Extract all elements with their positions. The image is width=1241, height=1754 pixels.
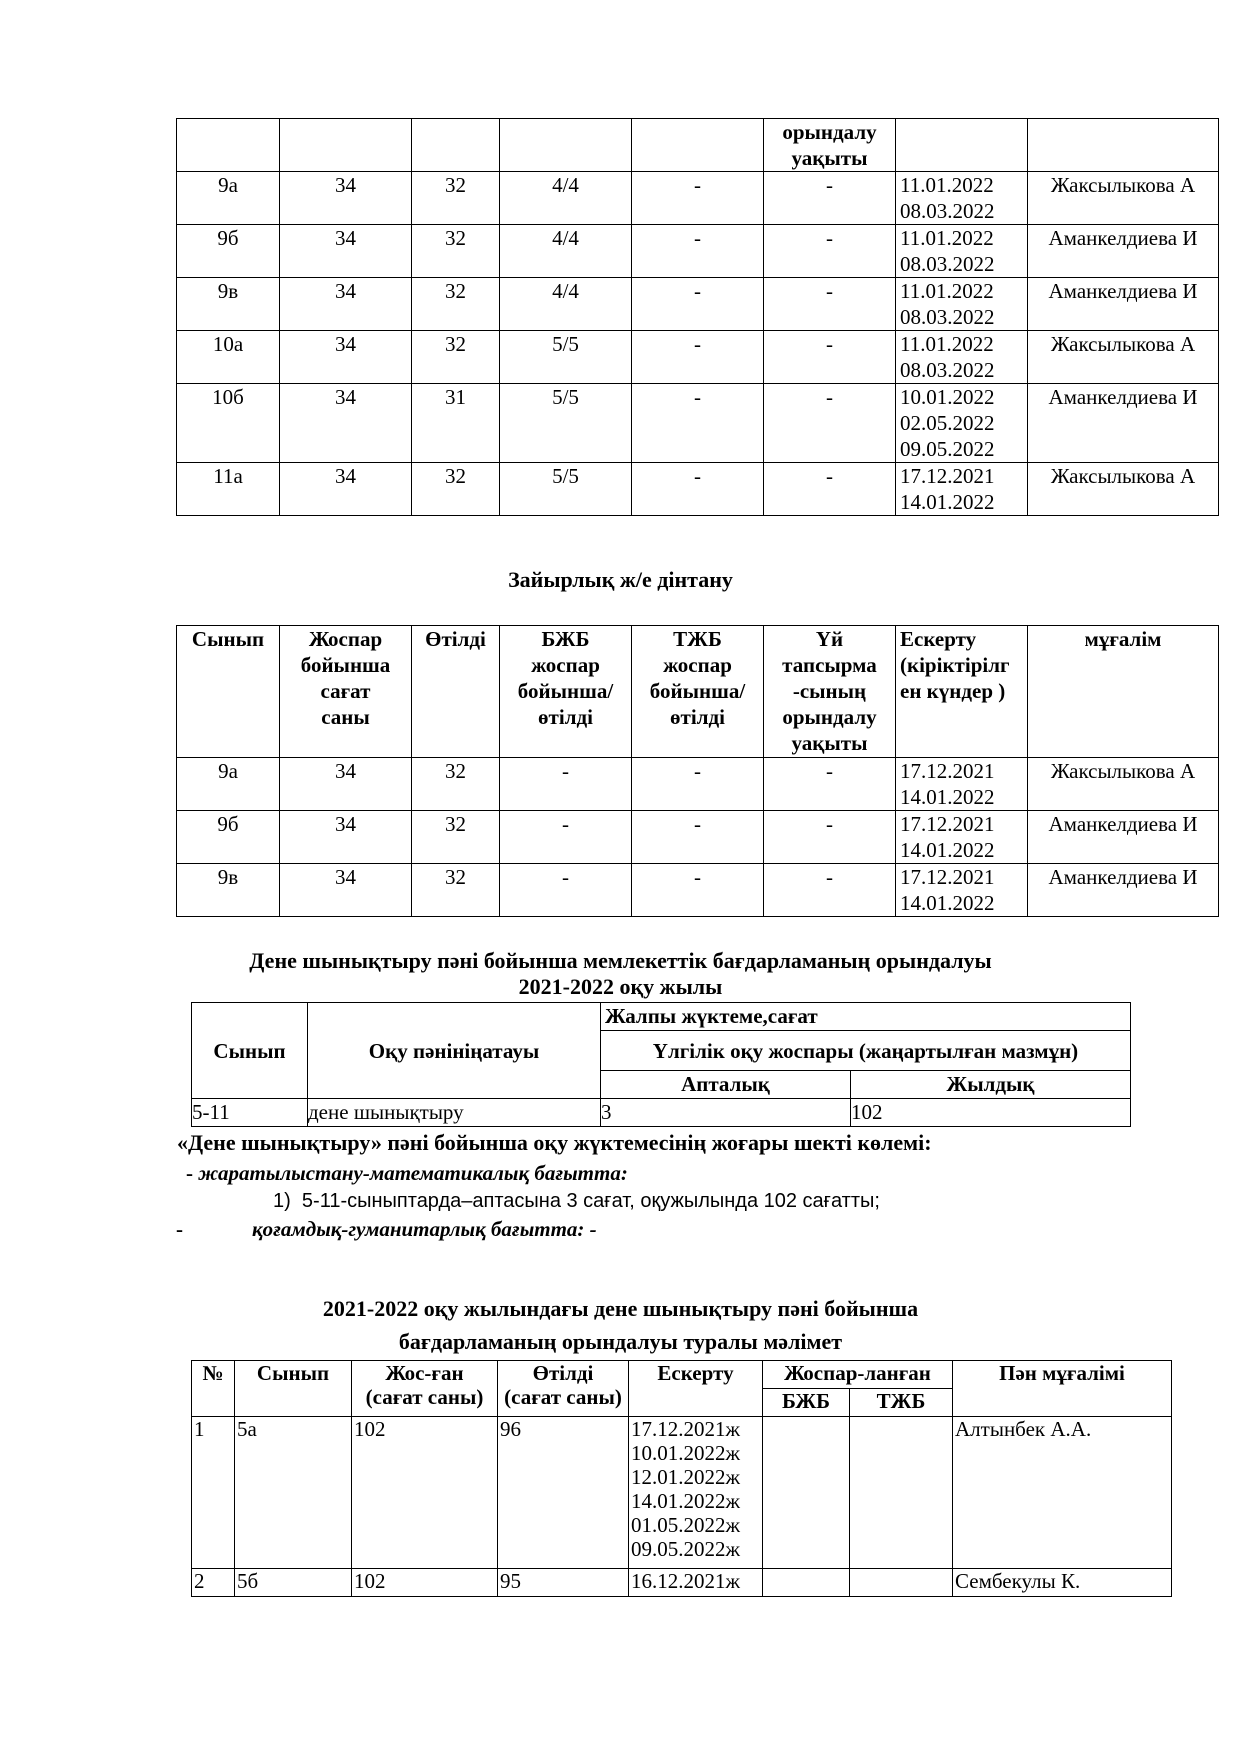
table-cell: [850, 1417, 953, 1569]
table-cell: -: [500, 864, 632, 917]
direction-2-dash: -: [176, 1217, 183, 1241]
direction-2: [176, 1216, 597, 1242]
table-row: [177, 278, 1219, 331]
table-cell: -: [632, 172, 764, 225]
direction-1-text: жаратылыстану-математикалық бағытта:: [198, 1161, 628, 1185]
table-cell: 9в: [177, 278, 280, 331]
table-row: [177, 225, 1219, 278]
header-cell: Өтілді: [412, 626, 500, 758]
col-planned-group-header: Жоспар-ланған: [763, 1361, 953, 1389]
table-cell: -: [632, 278, 764, 331]
table-cell: 10б: [177, 384, 280, 463]
header-cell: орындалу уақыты: [764, 119, 896, 172]
table-cell: 4/4: [500, 225, 632, 278]
table-cell: -: [764, 811, 896, 864]
table-cell: Аманкелдиева И: [1028, 278, 1219, 331]
section-subtitle: 2021-2022 оқу жылы: [518, 974, 723, 999]
header-note-title: Ескерту (кірiктiрiлг ен күндер ): [900, 627, 1010, 703]
table-cell: 2: [192, 1569, 235, 1597]
table-cell: 4/4: [500, 172, 632, 225]
table-cell: 16.12.2021ж: [629, 1569, 763, 1597]
table-cell: 9а: [177, 758, 280, 811]
table-cell: Жаксылыкова А: [1028, 463, 1219, 516]
table-cell: 5/5: [500, 463, 632, 516]
table-cell: 34: [280, 172, 412, 225]
table-cell: 32: [412, 758, 500, 811]
header-cell: [412, 119, 500, 172]
table-cell: 5/5: [500, 331, 632, 384]
table-row: [192, 1569, 1172, 1597]
list-item: [273, 1188, 880, 1214]
table-cell: 4/4: [500, 278, 632, 331]
pe-program-table: [191, 1360, 1172, 1597]
header-cell: Үй тапсырма -сының орындалу уақыты: [764, 626, 896, 758]
table-cell: -: [764, 384, 896, 463]
table-cell: 32: [412, 463, 500, 516]
table-cell: 102: [352, 1569, 498, 1597]
col-tjb-header: ТЖБ: [850, 1389, 953, 1417]
table-cell: Аманкелдиева И: [1028, 864, 1219, 917]
col-num-header: №: [192, 1361, 235, 1417]
list-item-number: 1): [273, 1190, 291, 1212]
table-row: [192, 1417, 1172, 1569]
table-cell: 34: [280, 384, 412, 463]
table-row: [177, 864, 1219, 917]
table-cell: Аманкелдиева И: [1028, 225, 1219, 278]
col-class-header: Сынып: [192, 1003, 308, 1099]
table-cell: 9б: [177, 811, 280, 864]
table-cell: -: [632, 811, 764, 864]
section-title: 2021-2022 оқу жылындағы дене шынықтыру пәні бойынша: [322, 1296, 919, 1321]
table-cell: -: [764, 463, 896, 516]
table-row: [177, 463, 1219, 516]
header-cell: [632, 119, 764, 172]
table-cell: 34: [280, 463, 412, 516]
table-cell: -: [764, 864, 896, 917]
model-plan-header: Үлгілік оқу жоспары (жаңартылған мазмұн): [601, 1031, 1131, 1071]
table-cell: 96: [498, 1417, 629, 1569]
table-cell: -: [764, 278, 896, 331]
col-planned-header: Жос-ған (сағат саны): [352, 1361, 498, 1417]
table-row: [177, 758, 1219, 811]
table-cell: [850, 1569, 953, 1597]
header-cell: [896, 119, 1028, 172]
table-cell: Жаксылыкова А: [1028, 758, 1219, 811]
table-cell: 10.01.2022 02.05.2022 09.05.2022: [896, 384, 1028, 463]
direction-1-dash: -: [186, 1161, 199, 1185]
cell: дене шынықтыру: [308, 1099, 601, 1127]
direction-2-text: қоғамдық-гуманитарлық бағытта: -: [252, 1217, 597, 1241]
table-cell: -: [632, 331, 764, 384]
table-cell: 10а: [177, 331, 280, 384]
col-subject-header: Оқу пәнініңатауы: [308, 1003, 601, 1099]
table-cell: Алтынбек А.А.: [953, 1417, 1172, 1569]
cell: 102: [851, 1099, 1131, 1127]
section-subtitle: бағдарламаның орындалуы туралы мәлімет: [398, 1329, 843, 1354]
header-cell: Сынып: [177, 626, 280, 758]
table-cell: 34: [280, 811, 412, 864]
table-cell: 32: [412, 811, 500, 864]
table-cell: 11.01.2022 08.03.2022: [896, 172, 1028, 225]
cell: 5-11: [192, 1099, 308, 1127]
table-cell: Аманкелдиева И: [1028, 384, 1219, 463]
table-cell: 17.12.2021 14.01.2022: [896, 864, 1028, 917]
table-cell: 34: [280, 864, 412, 917]
table-row: [177, 331, 1219, 384]
table-cell: 31: [412, 384, 500, 463]
direction-1: [186, 1160, 628, 1186]
table-cell: 5а: [235, 1417, 352, 1569]
table-row: [192, 1099, 1131, 1127]
table-row: [177, 384, 1219, 463]
table-cell: 1: [192, 1417, 235, 1569]
table-cell: 34: [280, 278, 412, 331]
table-cell: 32: [412, 331, 500, 384]
table-cell: 32: [412, 172, 500, 225]
table-cell: -: [632, 463, 764, 516]
section-title: Дене шынықтыру пәні бойынша мемлекеттік бағдарламаның орындалуы: [249, 948, 992, 973]
table-cell: -: [764, 331, 896, 384]
table-cell: -: [632, 225, 764, 278]
cell: 3: [601, 1099, 851, 1127]
col-done-header: Өтілді (сағат саны): [498, 1361, 629, 1417]
header-cell: ТЖБ жоспар бойынша/ өтілді: [632, 626, 764, 758]
table-cell: 17.12.2021 14.01.2022: [896, 811, 1028, 864]
yearly-header: Жылдық: [851, 1071, 1131, 1099]
table-cell: 9б: [177, 225, 280, 278]
table-cell: Сембекулы К.: [953, 1569, 1172, 1597]
header-cell: [177, 119, 280, 172]
table-row: [177, 172, 1219, 225]
table-cell: [763, 1569, 850, 1597]
header-cell: Жоспар бойынша сағат саны: [280, 626, 412, 758]
table-cell: 17.12.2021 14.01.2022: [896, 463, 1028, 516]
table-cell: 32: [412, 864, 500, 917]
section-title: Зайырлық ж/е дінтану: [508, 567, 733, 592]
table-cell: -: [500, 758, 632, 811]
table-cell: 32: [412, 225, 500, 278]
secular-studies-table: [176, 625, 1219, 917]
col-class-header: Сынып: [235, 1361, 352, 1417]
table-cell: 9а: [177, 172, 280, 225]
table-cell: 5б: [235, 1569, 352, 1597]
table-cell: Жаксылыкова А: [1028, 331, 1219, 384]
table-cell: -: [764, 225, 896, 278]
table-cell: 95: [498, 1569, 629, 1597]
table-cell: 34: [280, 225, 412, 278]
table-cell: 9в: [177, 864, 280, 917]
table-cell: -: [632, 384, 764, 463]
col-teacher-header: Пән мұғалімі: [953, 1361, 1172, 1417]
pe-load-table: [191, 1002, 1131, 1127]
header-cell: [896, 626, 1028, 758]
header-cell: [280, 119, 412, 172]
table-cell: 11.01.2022 08.03.2022: [896, 278, 1028, 331]
table-cell: 17.12.2021ж 10.01.2022ж 12.01.2022ж 14.01.2022ж 01.05.2022ж 09.05.2022ж: [629, 1417, 763, 1569]
table-cell: 11а: [177, 463, 280, 516]
table-cell: -: [632, 758, 764, 811]
header-cell: [1028, 119, 1219, 172]
table-cell: -: [500, 811, 632, 864]
table-cell: 102: [352, 1417, 498, 1569]
table-cell: 34: [280, 331, 412, 384]
table-cell: 11.01.2022 08.03.2022: [896, 225, 1028, 278]
total-load-header: Жалпы жүктеме,сағат: [601, 1003, 1131, 1031]
col-note-header: Ескерту: [629, 1361, 763, 1417]
header-cell: БЖБ жоспар бойынша/ өтілді: [500, 626, 632, 758]
max-load-title: «Дене шынықтыру» пәні бойынша оқу жүктемесінің жоғары шекті көлемі:: [177, 1130, 932, 1155]
table-cell: -: [764, 758, 896, 811]
table-cell: Аманкелдиева И: [1028, 811, 1219, 864]
table-row: [177, 811, 1219, 864]
table-header-row: [177, 119, 1219, 172]
header-cell: [500, 119, 632, 172]
table-cell: Жаксылыкова А: [1028, 172, 1219, 225]
list-item-text: 5-11-сыныптарда–аптасына 3 сағат, оқужылында 102 сағатты;: [301, 1190, 880, 1212]
table-cell: 11.01.2022 08.03.2022: [896, 331, 1028, 384]
table-header-row: [177, 626, 1219, 758]
table-cell: -: [632, 864, 764, 917]
table-cell: 32: [412, 278, 500, 331]
table-cell: [763, 1417, 850, 1569]
table-cell: -: [764, 172, 896, 225]
table-cell: 5/5: [500, 384, 632, 463]
col-bjb-header: БЖБ: [763, 1389, 850, 1417]
table-continuation: [176, 118, 1219, 516]
header-cell: мұғалім: [1028, 626, 1219, 758]
table-cell: 34: [280, 758, 412, 811]
weekly-header: Апталық: [601, 1071, 851, 1099]
table-cell: 17.12.2021 14.01.2022: [896, 758, 1028, 811]
